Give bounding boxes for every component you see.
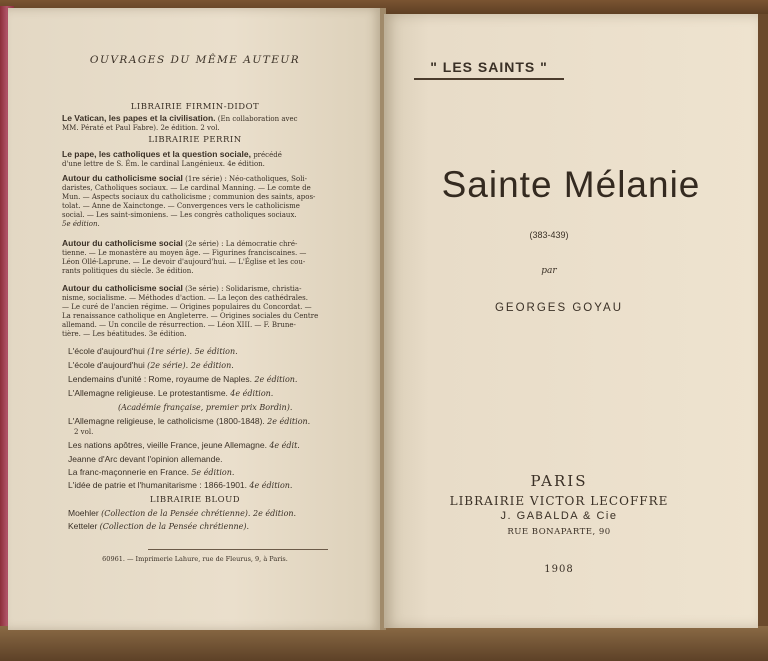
- entry-detail: (Collection de la Pensée chrétienne).: [99, 522, 250, 531]
- entry-line: Mun. — Aspects sociaux du catholicisme ; communion des saints, apos-: [62, 193, 316, 201]
- entry-detail: 5e édition.: [191, 468, 235, 477]
- entry-title: Autour du catholicisme social: [62, 238, 183, 248]
- entry-line: tière. — Les béatitudes. 3e édition.: [62, 330, 187, 338]
- entry-detail: 4e édit.: [269, 441, 300, 450]
- entry-title: Autour du catholicisme social: [62, 173, 183, 183]
- entry-title: L'Allemagne religieuse, le catholicisme (1800-1848).: [68, 416, 265, 426]
- entry-detail: 4e édition.: [230, 389, 274, 398]
- by-label: par: [541, 266, 557, 276]
- left-page: [8, 8, 382, 630]
- entry-line: 5e édition.: [62, 220, 100, 228]
- entry-title: Le Vatican, les papes et la civilisation.: [62, 113, 216, 123]
- publication-year: 1908: [544, 564, 574, 575]
- entry-detail: 2e édition.: [267, 417, 311, 426]
- publisher-heading-perrin: LIBRAIRIE PERRIN: [148, 135, 242, 145]
- entry-autour-3: [62, 284, 362, 339]
- publisher-heading-firmin-didot: LIBRAIRIE FIRMIN-DIDOT: [130, 102, 260, 112]
- entry-detail: (2e série) : La démocratie chré-: [185, 240, 298, 248]
- entry-line: tienne. — Le monastère au moyen âge. — Figurines franciscaines. —: [62, 249, 307, 257]
- entry-autour-1: [62, 174, 362, 229]
- entry-pape: [62, 150, 362, 169]
- entry-detail: (3e série) : Solidarisme, christia-: [185, 285, 302, 293]
- entry-ecole-2: [68, 360, 368, 371]
- entry-line: rants politiques du siècle. 3e édition.: [62, 267, 194, 275]
- entry-detail-line: d'une lettre de S. Ém. le cardinal Langénieux. 4e édition.: [62, 160, 265, 168]
- book-title: Sainte Mélanie: [441, 164, 701, 205]
- entry-title: Les nations apôtres, vieille France, jeune Allemagne.: [68, 440, 267, 450]
- entry-line: daristes, Catholiques sociaux. — Le cardinal Manning. — Le comte de: [62, 184, 311, 192]
- entry-title: La franc-maçonnerie en France.: [68, 467, 189, 477]
- entry-line: tolat. — Anne de Xainctonge. — Convergences vers le catholicisme: [62, 202, 300, 210]
- entry-ketteler: [68, 521, 368, 532]
- publisher-address: RUE BONAPARTE, 90: [507, 527, 611, 537]
- wood-background-bottom: [0, 626, 768, 661]
- entry-detail: (1re série) : Néo-catholiques, Soli-: [185, 175, 308, 183]
- entry-title: L'idée de patrie et l'humanitarisme : 1866-1901.: [68, 480, 248, 490]
- printer-imprint: 60961. — Imprimerie Lahure, rue de Fleurus, 9, à Paris.: [102, 555, 288, 563]
- entry-line: Léon Ollé-Laprune. — Le devoir d'aujourd'hui. — L'Église et les cou-: [62, 258, 306, 266]
- academie-note: (Académie française, premier prix Bordin).: [118, 403, 293, 412]
- publication-city: PARIS: [530, 472, 588, 490]
- entry-title: Le pape, les catholiques et la question sociale,: [62, 149, 251, 159]
- ouvrages-heading: OUVRAGES DU MÊME AUTEUR: [89, 54, 301, 66]
- entry-lendemains: [68, 374, 368, 385]
- entry-allemagne-protestantisme: [68, 388, 368, 399]
- entry-detail: (En collaboration avec: [217, 115, 298, 123]
- entry-detail: (1re série). 5e édition.: [147, 347, 238, 356]
- entry-title: Jeanne d'Arc devant l'opinion allemande.: [68, 454, 223, 464]
- entry-title: Autour du catholicisme social: [62, 283, 183, 293]
- entry-volumes: 2 vol.: [74, 428, 94, 436]
- entry-title: L'Allemagne religieuse. Le protestantisme.: [68, 388, 228, 398]
- entry-detail: 2e édition.: [254, 375, 298, 384]
- entry-vatican: [62, 114, 362, 133]
- entry-title: Moehler: [68, 508, 99, 518]
- entry-jeanne: [68, 454, 368, 465]
- publisher-name: LIBRAIRIE VICTOR LECOFFRE: [449, 494, 669, 508]
- entry-detail-line: MM. Pératé et Paul Fabre). 2e édition. 2 vol.: [62, 124, 220, 132]
- series-label: " LES SAINTS ": [414, 59, 564, 80]
- author-name: GEORGES GOYAU: [494, 302, 624, 314]
- entry-allemagne-catholicisme: [68, 416, 368, 427]
- entry-detail: (Collection de la Pensée chrétienne). 2e édition.: [101, 509, 297, 518]
- entry-detail: précédé: [253, 151, 282, 159]
- entry-line: La renaissance catholique en Angleterre. — Origines sociales du Centre: [62, 312, 319, 320]
- title-page: [384, 14, 758, 628]
- publisher-successor: J. GABALDA & Cie: [500, 510, 618, 522]
- entry-nations: [68, 440, 368, 451]
- entry-patrie: [68, 480, 368, 491]
- entry-title: L'école d'aujourd'hui: [68, 346, 145, 356]
- entry-ecole-1: [68, 346, 368, 357]
- entry-line: — Le curé de l'ancien régime. — Origines populaires du Concordat. —: [62, 303, 312, 311]
- entry-title: L'école d'aujourd'hui: [68, 360, 145, 370]
- dates: (383-439): [529, 230, 569, 240]
- footer-rule: [148, 549, 328, 550]
- publisher-heading-bloud: LIBRAIRIE BLOUD: [149, 495, 241, 505]
- entry-moehler: [68, 508, 368, 519]
- entry-detail: 4e édition.: [249, 481, 293, 490]
- entry-line: allemand. — Un concile de résurrection. — Léon XIII. — F. Brune-: [62, 321, 296, 329]
- entry-title: Ketteler: [68, 521, 98, 531]
- entry-detail: (2e série). 2e édition.: [147, 361, 234, 370]
- entry-franc-maconnerie: [68, 467, 368, 478]
- entry-title: Lendemains d'unité : Rome, royaume de Naples.: [68, 374, 253, 384]
- entry-line: nisme, socialisme. — Méthodes d'action. — La leçon des cathédrales.: [62, 294, 308, 302]
- entry-autour-2: [62, 239, 362, 276]
- entry-line: social. — Les saint-simoniens. — Les congrès catholiques sociaux.: [62, 211, 297, 219]
